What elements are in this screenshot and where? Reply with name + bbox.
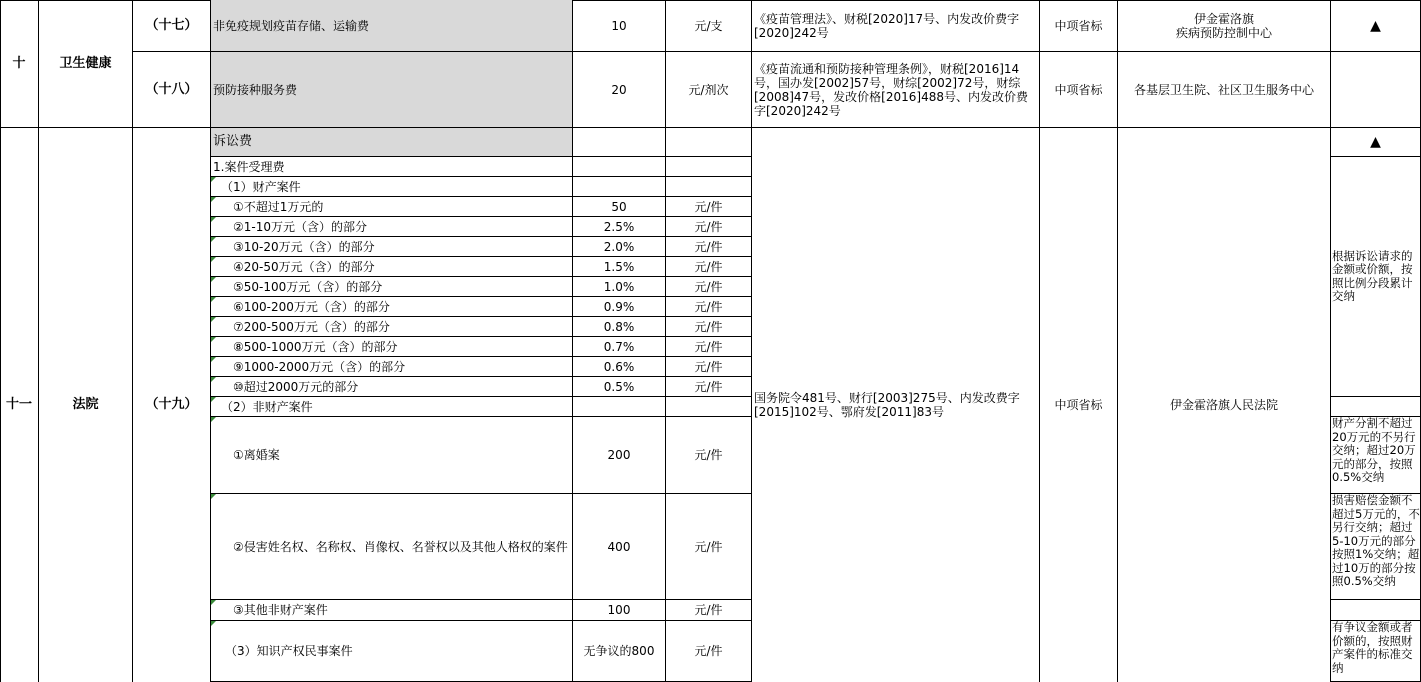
- property-cases-note: 根据诉讼请求的金额或价额，按照比例分段累计交纳: [1331, 157, 1421, 397]
- table-row-unit: 元/件: [666, 494, 752, 600]
- section-number: 十: [0, 0, 39, 128]
- mark-triangle: ▲: [1331, 0, 1421, 52]
- section-number: 十一: [0, 128, 39, 682]
- legal-basis: 《疫苗管理法》、财税[2020]17号、内发改价费字[2020]242号: [752, 0, 1040, 52]
- collecting-agency: 伊金霍洛旗 疾病预防控制中心: [1118, 0, 1331, 52]
- amount-empty: [573, 128, 666, 157]
- personality-note: 损害赔偿金额不超过5万元的，不另行交纳；超过5-10万元的部分按照1%交纳；超过10万的部分按照0.5%交纳: [1331, 494, 1421, 600]
- fee-item-name: 非免疫规划疫苗存储、运输费: [211, 0, 573, 52]
- table-row-amount: 1.0%: [573, 277, 666, 297]
- collecting-agency: 伊金霍洛旗人民法院: [1118, 128, 1331, 682]
- table-row-name: ⑦200-500万元（含）的部分: [211, 317, 573, 337]
- table-row-amount: 1.5%: [573, 257, 666, 277]
- unit-empty: [666, 157, 752, 177]
- table-row-unit: 元/件: [666, 237, 752, 257]
- table-row-name: ③其他非财产案件: [211, 600, 573, 621]
- table-row-amount: 0.7%: [573, 337, 666, 357]
- table-row-amount: 0.6%: [573, 357, 666, 377]
- unit-empty: [666, 177, 752, 197]
- table-row-name: ①离婚案: [211, 417, 573, 494]
- fee-item-name: 预防接种服务费: [211, 52, 573, 128]
- legal-basis: 国务院令481号、财行[2003]275号、内发改费字[2015]102号、鄂府发[2011]83号: [752, 128, 1040, 682]
- ip-note: 有争议金额或者价额的，按照财产案件的标准交纳: [1331, 621, 1421, 682]
- table-row-name: ⑩超过2000万元的部分: [211, 377, 573, 397]
- subcategory-label: （2）非财产案件: [211, 397, 573, 417]
- table-row-unit: 元/件: [666, 217, 752, 237]
- table-row-amount: 100: [573, 600, 666, 621]
- fee-level: 中项省标: [1040, 52, 1118, 128]
- table-row-unit: 元/件: [666, 317, 752, 337]
- table-row-unit: 元/件: [666, 297, 752, 317]
- table-row-amount: 0.5%: [573, 377, 666, 397]
- table-row-amount: 400: [573, 494, 666, 600]
- item-code: （十九）: [133, 128, 211, 682]
- amount-empty: [573, 177, 666, 197]
- amount-empty: [573, 397, 666, 417]
- item-code: （十八）: [133, 52, 211, 128]
- table-row-name: ④20-50万元（含）的部分: [211, 257, 573, 277]
- unit-empty: [666, 128, 752, 157]
- fee-unit: 元/支: [666, 0, 752, 52]
- table-row-name: （3）知识产权民事案件: [211, 621, 573, 682]
- department-name: 卫生健康: [39, 0, 133, 128]
- table-row-unit: 元/件: [666, 197, 752, 217]
- table-row-name: ③10-20万元（含）的部分: [211, 237, 573, 257]
- table-row-amount: 50: [573, 197, 666, 217]
- table-row-unit: 元/件: [666, 600, 752, 621]
- legal-basis: 《疫苗流通和预防接种管理条例》，财税[2016]14号，国办发[2002]57号，财综[2002]72号，财综[2008]47号，发改价格[2016]488号、内发改价费字[2020]242号: [752, 52, 1040, 128]
- fee-category-title: 诉讼费: [211, 128, 573, 157]
- table-row-amount: 0.9%: [573, 297, 666, 317]
- table-row-unit: 元/件: [666, 277, 752, 297]
- note-empty: [1331, 397, 1421, 417]
- table-row-unit: 元/件: [666, 417, 752, 494]
- divorce-note: 财产分割不超过20万元的不另行交纳；超过20万元的部分，按照0.5%交纳: [1331, 417, 1421, 494]
- table-row-amount: 2.5%: [573, 217, 666, 237]
- fee-amount: 20: [573, 52, 666, 128]
- table-row-name: ⑧500-1000万元（含）的部分: [211, 337, 573, 357]
- table-row-unit: 元/件: [666, 257, 752, 277]
- table-row-name: ①不超过1万元的: [211, 197, 573, 217]
- table-row-amount: 0.8%: [573, 317, 666, 337]
- table-row-amount: 2.0%: [573, 237, 666, 257]
- table-row-unit: 元/件: [666, 357, 752, 377]
- table-row-amount: 无争议的800: [573, 621, 666, 682]
- table-row-unit: 元/件: [666, 377, 752, 397]
- department-name: 法院: [39, 128, 133, 682]
- fee-amount: 10: [573, 0, 666, 52]
- item-code: （十七）: [133, 0, 211, 52]
- note-empty: [1331, 600, 1421, 621]
- unit-empty: [666, 397, 752, 417]
- mark-triangle: ▲: [1331, 128, 1421, 157]
- fee-level: 中项省标: [1040, 0, 1118, 52]
- fee-level: 中项省标: [1040, 128, 1118, 682]
- table-row-unit: 元/件: [666, 337, 752, 357]
- table-row-name: ⑨1000-2000万元（含）的部分: [211, 357, 573, 377]
- table-row-name: ②侵害姓名权、名称权、肖像权、名誉权以及其他人格权的案件: [211, 494, 573, 600]
- mark-empty: [1331, 52, 1421, 128]
- subcategory-label: 1.案件受理费: [211, 157, 573, 177]
- table-row-name: ⑥100-200万元（含）的部分: [211, 297, 573, 317]
- table-row-name: ②1-10万元（含）的部分: [211, 217, 573, 237]
- table-row-unit: 元/件: [666, 621, 752, 682]
- subcategory-label: （1）财产案件: [211, 177, 573, 197]
- collecting-agency: 各基层卫生院、社区卫生服务中心: [1118, 52, 1331, 128]
- table-row-amount: 200: [573, 417, 666, 494]
- amount-empty: [573, 157, 666, 177]
- table-row-name: ⑤50-100万元（含）的部分: [211, 277, 573, 297]
- fee-unit: 元/剂次: [666, 52, 752, 128]
